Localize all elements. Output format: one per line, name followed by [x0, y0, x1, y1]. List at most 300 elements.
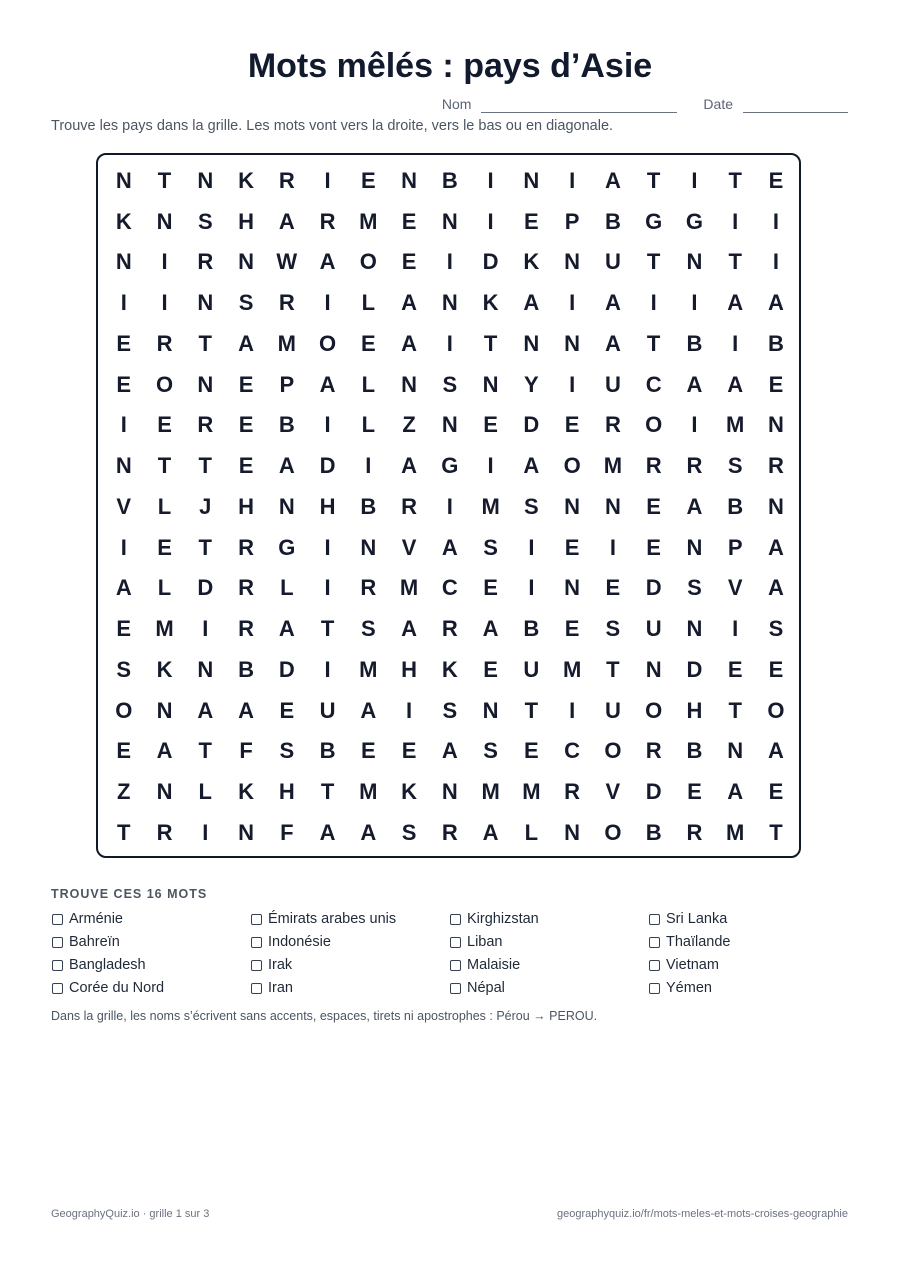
- grid-letter[interactable]: H: [238, 208, 254, 234]
- grid-letter[interactable]: N: [767, 493, 784, 519]
- grid-letter[interactable]: R: [360, 575, 377, 601]
- grid-letter[interactable]: A: [767, 534, 784, 560]
- grid-letter[interactable]: N: [523, 330, 540, 356]
- grid-letter[interactable]: T: [646, 167, 661, 193]
- grid-letter[interactable]: H: [686, 697, 703, 723]
- grid-letter[interactable]: I: [446, 249, 453, 275]
- grid-letter[interactable]: V: [401, 534, 417, 560]
- grid-letter[interactable]: N: [278, 493, 295, 519]
- grid-letter[interactable]: K: [115, 208, 132, 234]
- grid-letter[interactable]: D: [197, 575, 214, 601]
- grid-letter[interactable]: D: [645, 575, 662, 601]
- grid-letter[interactable]: R: [238, 616, 254, 642]
- grid-letter[interactable]: U: [604, 371, 621, 397]
- grid-letter[interactable]: T: [646, 249, 661, 275]
- grid-letter[interactable]: M: [562, 656, 582, 682]
- grid-letter[interactable]: M: [399, 575, 419, 601]
- word-checklist-item[interactable]: [450, 980, 505, 996]
- word-checklist-item[interactable]: [52, 980, 164, 996]
- grid-letter[interactable]: E: [157, 412, 172, 438]
- word-checklist-item[interactable]: [450, 957, 520, 973]
- grid-letter[interactable]: N: [360, 534, 377, 560]
- grid-letter[interactable]: R: [278, 290, 295, 316]
- grid-letter[interactable]: E: [687, 779, 702, 805]
- grid-letter[interactable]: S: [360, 616, 376, 642]
- grid-letter[interactable]: K: [523, 249, 540, 275]
- grid-letter[interactable]: B: [441, 167, 458, 193]
- grid-letter[interactable]: N: [686, 534, 703, 560]
- grid-letter[interactable]: D: [319, 453, 336, 479]
- grid-letter[interactable]: S: [401, 819, 417, 845]
- grid-letter[interactable]: R: [645, 738, 662, 764]
- grid-letter[interactable]: I: [446, 493, 453, 519]
- grid-letter[interactable]: I: [569, 167, 576, 193]
- grid-letter[interactable]: J: [199, 493, 212, 519]
- grid-letter[interactable]: A: [441, 534, 458, 560]
- grid-letter[interactable]: R: [645, 453, 662, 479]
- grid-letter[interactable]: S: [605, 616, 621, 642]
- grid-letter[interactable]: B: [686, 738, 703, 764]
- grid-letter[interactable]: Y: [524, 371, 539, 397]
- grid-letter[interactable]: A: [727, 371, 744, 397]
- grid-letter[interactable]: S: [524, 493, 539, 519]
- grid-letter[interactable]: A: [197, 697, 214, 723]
- grid-letter[interactable]: A: [238, 697, 254, 723]
- grid-letter[interactable]: I: [487, 453, 494, 479]
- grid-letter[interactable]: E: [116, 330, 132, 356]
- word-checkbox[interactable]: [251, 983, 262, 994]
- word-checklist-item[interactable]: [649, 911, 727, 927]
- grid-letter[interactable]: O: [563, 453, 581, 479]
- grid-letter[interactable]: E: [564, 412, 580, 438]
- grid-letter[interactable]: T: [646, 330, 661, 356]
- grid-letter[interactable]: O: [155, 371, 174, 397]
- grid-letter[interactable]: A: [523, 453, 540, 479]
- grid-letter[interactable]: N: [197, 656, 214, 682]
- grid-letter[interactable]: R: [156, 819, 173, 845]
- grid-letter[interactable]: A: [482, 616, 499, 642]
- grid-letter[interactable]: O: [604, 738, 622, 764]
- word-checkbox[interactable]: [649, 937, 660, 948]
- grid-letter[interactable]: N: [482, 697, 499, 723]
- grid-letter[interactable]: I: [324, 656, 331, 682]
- word-checkbox[interactable]: [52, 960, 63, 971]
- name-field[interactable]: [481, 95, 677, 113]
- grid-letter[interactable]: I: [161, 290, 168, 316]
- grid-letter[interactable]: N: [441, 412, 458, 438]
- grid-letter[interactable]: C: [564, 738, 581, 764]
- grid-letter[interactable]: C: [645, 371, 662, 397]
- grid-letter[interactable]: M: [277, 330, 296, 356]
- grid-letter[interactable]: A: [401, 616, 418, 642]
- grid-letter[interactable]: F: [239, 738, 253, 764]
- grid-letter[interactable]: N: [564, 575, 581, 601]
- word-checkbox[interactable]: [450, 960, 461, 971]
- grid-letter[interactable]: V: [605, 779, 621, 805]
- grid-letter[interactable]: E: [727, 656, 743, 682]
- grid-letter[interactable]: A: [767, 290, 784, 316]
- word-checkbox[interactable]: [649, 914, 660, 925]
- grid-letter[interactable]: I: [528, 534, 535, 560]
- grid-letter[interactable]: I: [691, 290, 698, 316]
- grid-letter[interactable]: A: [401, 330, 418, 356]
- grid-letter[interactable]: A: [360, 697, 377, 723]
- grid-letter[interactable]: M: [155, 616, 174, 642]
- grid-letter[interactable]: T: [728, 249, 742, 275]
- grid-letter[interactable]: H: [401, 656, 418, 682]
- grid-letter[interactable]: K: [156, 656, 173, 682]
- grid-letter[interactable]: V: [116, 493, 132, 519]
- grid-letter[interactable]: E: [401, 249, 417, 275]
- grid-letter[interactable]: D: [686, 656, 703, 682]
- grid-letter[interactable]: G: [645, 208, 663, 234]
- grid-letter[interactable]: E: [768, 656, 784, 682]
- grid-letter[interactable]: M: [359, 779, 378, 805]
- grid-letter[interactable]: A: [401, 453, 418, 479]
- word-checklist-item[interactable]: [251, 980, 293, 996]
- word-checklist-item[interactable]: [649, 957, 719, 973]
- grid-letter[interactable]: E: [483, 412, 498, 438]
- grid-letter[interactable]: T: [157, 453, 172, 479]
- grid-letter[interactable]: O: [645, 412, 663, 438]
- grid-letter[interactable]: I: [772, 208, 779, 234]
- word-checklist-item[interactable]: [52, 911, 123, 927]
- grid-letter[interactable]: S: [238, 290, 254, 316]
- grid-letter[interactable]: E: [564, 534, 580, 560]
- grid-letter[interactable]: A: [319, 249, 336, 275]
- word-checklist-item[interactable]: [251, 911, 396, 927]
- grid-letter[interactable]: R: [278, 167, 295, 193]
- grid-letter[interactable]: N: [238, 819, 254, 845]
- grid-letter[interactable]: E: [238, 371, 254, 397]
- grid-letter[interactable]: T: [769, 819, 783, 845]
- grid-letter[interactable]: L: [198, 779, 212, 805]
- grid-letter[interactable]: T: [728, 697, 742, 723]
- grid-letter[interactable]: N: [238, 249, 254, 275]
- grid-letter[interactable]: I: [691, 412, 698, 438]
- grid-letter[interactable]: K: [238, 779, 254, 805]
- grid-letter[interactable]: A: [238, 330, 254, 356]
- grid-letter[interactable]: E: [768, 371, 784, 397]
- grid-letter[interactable]: I: [202, 819, 209, 845]
- grid-letter[interactable]: H: [238, 493, 254, 519]
- grid-letter[interactable]: E: [116, 738, 132, 764]
- grid-letter[interactable]: T: [606, 656, 620, 682]
- grid-letter[interactable]: E: [564, 616, 580, 642]
- grid-letter[interactable]: E: [116, 616, 132, 642]
- grid-letter[interactable]: B: [727, 493, 744, 519]
- grid-letter[interactable]: F: [280, 819, 294, 845]
- grid-letter[interactable]: B: [645, 819, 662, 845]
- grid-letter[interactable]: N: [564, 493, 581, 519]
- grid-letter[interactable]: R: [197, 412, 214, 438]
- grid-letter[interactable]: N: [564, 819, 581, 845]
- grid-letter[interactable]: N: [523, 167, 540, 193]
- grid-letter[interactable]: K: [482, 290, 499, 316]
- grid-letter[interactable]: E: [360, 330, 376, 356]
- grid-letter[interactable]: A: [604, 167, 621, 193]
- grid-letter[interactable]: E: [483, 575, 498, 601]
- grid-letter[interactable]: I: [120, 290, 127, 316]
- grid-letter[interactable]: N: [564, 330, 581, 356]
- grid-letter[interactable]: T: [198, 738, 212, 764]
- grid-letter[interactable]: M: [522, 779, 541, 805]
- word-checkbox[interactable]: [450, 914, 461, 925]
- grid-letter[interactable]: A: [686, 371, 703, 397]
- grid-letter[interactable]: B: [238, 656, 254, 682]
- grid-letter[interactable]: R: [197, 249, 214, 275]
- grid-letter[interactable]: G: [441, 453, 459, 479]
- grid-letter[interactable]: E: [524, 738, 539, 764]
- word-checklist-item[interactable]: [251, 934, 331, 950]
- grid-letter[interactable]: R: [686, 453, 703, 479]
- grid-letter[interactable]: T: [728, 167, 742, 193]
- grid-letter[interactable]: E: [116, 371, 132, 397]
- word-checkbox[interactable]: [450, 983, 461, 994]
- grid-letter[interactable]: N: [727, 738, 744, 764]
- grid-letter[interactable]: H: [319, 493, 336, 519]
- word-checkbox[interactable]: [52, 983, 63, 994]
- grid-letter[interactable]: N: [197, 371, 214, 397]
- grid-letter[interactable]: B: [686, 330, 703, 356]
- grid-letter[interactable]: N: [564, 249, 581, 275]
- grid-letter[interactable]: I: [772, 249, 779, 275]
- grid-letter[interactable]: A: [482, 819, 499, 845]
- grid-letter[interactable]: N: [482, 371, 499, 397]
- grid-letter[interactable]: N: [115, 453, 132, 479]
- grid-letter[interactable]: S: [768, 616, 784, 642]
- grid-letter[interactable]: I: [406, 697, 413, 723]
- grid-letter[interactable]: L: [361, 371, 376, 397]
- grid-letter[interactable]: S: [483, 738, 498, 764]
- grid-letter[interactable]: B: [604, 208, 621, 234]
- grid-letter[interactable]: R: [238, 534, 254, 560]
- grid-letter[interactable]: K: [401, 779, 418, 805]
- grid-letter[interactable]: I: [324, 167, 331, 193]
- grid-letter[interactable]: B: [360, 493, 377, 519]
- grid-letter[interactable]: A: [727, 779, 744, 805]
- grid-letter[interactable]: H: [278, 779, 295, 805]
- grid-letter[interactable]: B: [319, 738, 336, 764]
- word-checkbox[interactable]: [450, 937, 461, 948]
- grid-letter[interactable]: I: [324, 412, 331, 438]
- grid-letter[interactable]: V: [727, 575, 743, 601]
- grid-letter[interactable]: P: [727, 534, 743, 560]
- grid-letter[interactable]: I: [487, 167, 494, 193]
- grid-letter[interactable]: L: [157, 493, 172, 519]
- grid-letter[interactable]: E: [646, 493, 661, 519]
- grid-letter[interactable]: R: [564, 779, 581, 805]
- grid-letter[interactable]: A: [278, 616, 295, 642]
- grid-letter[interactable]: D: [278, 656, 295, 682]
- grid-letter[interactable]: I: [120, 534, 127, 560]
- grid-letter[interactable]: I: [732, 330, 739, 356]
- word-checkbox[interactable]: [251, 914, 262, 925]
- grid-letter[interactable]: U: [604, 249, 621, 275]
- grid-letter[interactable]: R: [604, 412, 621, 438]
- grid-letter[interactable]: N: [441, 290, 458, 316]
- grid-letter[interactable]: S: [442, 697, 458, 723]
- grid-letter[interactable]: N: [197, 167, 214, 193]
- grid-letter[interactable]: I: [732, 208, 739, 234]
- grid-letter[interactable]: L: [524, 819, 539, 845]
- grid-letter[interactable]: N: [401, 371, 418, 397]
- grid-letter[interactable]: D: [482, 249, 499, 275]
- grid-letter[interactable]: I: [569, 697, 576, 723]
- grid-letter[interactable]: I: [324, 534, 331, 560]
- grid-letter[interactable]: S: [197, 208, 213, 234]
- grid-letter[interactable]: M: [726, 412, 745, 438]
- grid-letter[interactable]: N: [115, 249, 132, 275]
- grid-letter[interactable]: S: [116, 656, 132, 682]
- grid-letter[interactable]: C: [441, 575, 458, 601]
- grid-letter[interactable]: A: [401, 290, 418, 316]
- grid-letter[interactable]: B: [278, 412, 295, 438]
- grid-letter[interactable]: P: [279, 371, 295, 397]
- word-checklist-item[interactable]: [450, 911, 539, 927]
- grid-letter[interactable]: E: [524, 208, 539, 234]
- grid-letter[interactable]: A: [604, 330, 621, 356]
- grid-letter[interactable]: N: [645, 656, 662, 682]
- grid-letter[interactable]: N: [441, 208, 458, 234]
- grid-letter[interactable]: R: [441, 616, 458, 642]
- grid-letter[interactable]: L: [157, 575, 172, 601]
- grid-letter[interactable]: E: [401, 208, 417, 234]
- grid-letter[interactable]: A: [441, 738, 458, 764]
- word-checkbox[interactable]: [649, 983, 660, 994]
- grid-letter[interactable]: A: [319, 819, 336, 845]
- grid-letter[interactable]: G: [278, 534, 296, 560]
- grid-letter[interactable]: N: [686, 249, 703, 275]
- grid-letter[interactable]: B: [523, 616, 540, 642]
- grid-letter[interactable]: I: [569, 371, 576, 397]
- grid-letter[interactable]: U: [604, 697, 621, 723]
- grid-letter[interactable]: U: [319, 697, 336, 723]
- grid-letter[interactable]: A: [360, 819, 377, 845]
- word-checklist-item[interactable]: [450, 934, 502, 950]
- grid-letter[interactable]: A: [156, 738, 173, 764]
- grid-letter[interactable]: N: [604, 493, 621, 519]
- grid-letter[interactable]: N: [441, 779, 458, 805]
- grid-letter[interactable]: N: [197, 290, 214, 316]
- grid-letter[interactable]: E: [646, 534, 661, 560]
- grid-letter[interactable]: M: [481, 493, 500, 519]
- grid-letter[interactable]: A: [767, 738, 784, 764]
- grid-letter[interactable]: T: [320, 779, 335, 805]
- grid-letter[interactable]: O: [115, 697, 133, 723]
- grid-letter[interactable]: A: [115, 575, 132, 601]
- grid-letter[interactable]: T: [157, 167, 172, 193]
- grid-letter[interactable]: R: [686, 819, 703, 845]
- grid-letter[interactable]: N: [115, 167, 132, 193]
- grid-letter[interactable]: R: [767, 453, 784, 479]
- word-checklist-item[interactable]: [649, 980, 712, 996]
- grid-letter[interactable]: M: [359, 208, 378, 234]
- grid-letter[interactable]: I: [202, 616, 209, 642]
- grid-letter[interactable]: R: [319, 208, 336, 234]
- grid-letter[interactable]: S: [442, 371, 458, 397]
- grid-letter[interactable]: S: [687, 575, 702, 601]
- grid-letter[interactable]: I: [691, 167, 698, 193]
- grid-letter[interactable]: E: [360, 738, 376, 764]
- grid-letter[interactable]: A: [278, 453, 295, 479]
- grid-letter[interactable]: O: [359, 249, 377, 275]
- grid-letter[interactable]: R: [441, 819, 458, 845]
- grid-letter[interactable]: T: [483, 330, 498, 356]
- grid-letter[interactable]: N: [686, 616, 703, 642]
- word-checklist-item[interactable]: [52, 934, 120, 950]
- grid-letter[interactable]: K: [441, 656, 458, 682]
- grid-letter[interactable]: A: [604, 290, 621, 316]
- word-checkbox[interactable]: [251, 937, 262, 948]
- grid-letter[interactable]: I: [732, 616, 739, 642]
- word-checkbox[interactable]: [251, 960, 262, 971]
- grid-letter[interactable]: I: [650, 290, 657, 316]
- word-checkbox[interactable]: [649, 960, 660, 971]
- grid-letter[interactable]: N: [156, 697, 173, 723]
- grid-letter[interactable]: I: [365, 453, 372, 479]
- grid-letter[interactable]: R: [401, 493, 418, 519]
- grid-letter[interactable]: D: [645, 779, 662, 805]
- grid-letter[interactable]: T: [320, 616, 335, 642]
- word-checkbox[interactable]: [52, 914, 63, 925]
- grid-letter[interactable]: I: [487, 208, 494, 234]
- grid-letter[interactable]: I: [324, 575, 331, 601]
- grid-letter[interactable]: O: [319, 330, 337, 356]
- word-checklist-item[interactable]: [251, 957, 292, 973]
- grid-letter[interactable]: E: [360, 167, 376, 193]
- grid-letter[interactable]: G: [685, 208, 703, 234]
- grid-letter[interactable]: M: [603, 453, 623, 479]
- date-field[interactable]: [743, 95, 848, 113]
- grid-letter[interactable]: I: [446, 330, 453, 356]
- grid-letter[interactable]: D: [523, 412, 540, 438]
- grid-letter[interactable]: A: [767, 575, 784, 601]
- grid-letter[interactable]: E: [238, 453, 254, 479]
- grid-letter[interactable]: N: [156, 779, 173, 805]
- grid-letter[interactable]: E: [157, 534, 172, 560]
- grid-letter[interactable]: P: [564, 208, 580, 234]
- grid-letter[interactable]: I: [528, 575, 535, 601]
- grid-letter[interactable]: R: [238, 575, 254, 601]
- grid-letter[interactable]: A: [727, 290, 744, 316]
- grid-letter[interactable]: M: [481, 779, 500, 805]
- grid-letter[interactable]: E: [768, 779, 784, 805]
- grid-letter[interactable]: N: [156, 208, 173, 234]
- grid-letter[interactable]: K: [238, 167, 254, 193]
- grid-letter[interactable]: I: [161, 249, 168, 275]
- grid-letter[interactable]: A: [523, 290, 540, 316]
- grid-letter[interactable]: S: [727, 453, 743, 479]
- grid-letter[interactable]: U: [645, 616, 662, 642]
- grid-letter[interactable]: L: [280, 575, 294, 601]
- word-checkbox[interactable]: [52, 937, 63, 948]
- word-checklist-item[interactable]: [52, 957, 146, 973]
- grid-letter[interactable]: E: [768, 167, 784, 193]
- grid-letter[interactable]: O: [645, 697, 663, 723]
- grid-letter[interactable]: T: [198, 330, 212, 356]
- grid-letter[interactable]: U: [523, 656, 540, 682]
- grid-letter[interactable]: B: [767, 330, 784, 356]
- grid-letter[interactable]: W: [276, 249, 298, 275]
- grid-letter[interactable]: T: [198, 534, 212, 560]
- grid-letter[interactable]: N: [767, 412, 784, 438]
- grid-letter[interactable]: T: [524, 697, 539, 723]
- grid-letter[interactable]: S: [483, 534, 498, 560]
- grid-letter[interactable]: I: [324, 290, 331, 316]
- grid-letter[interactable]: M: [359, 656, 378, 682]
- grid-letter[interactable]: I: [569, 290, 576, 316]
